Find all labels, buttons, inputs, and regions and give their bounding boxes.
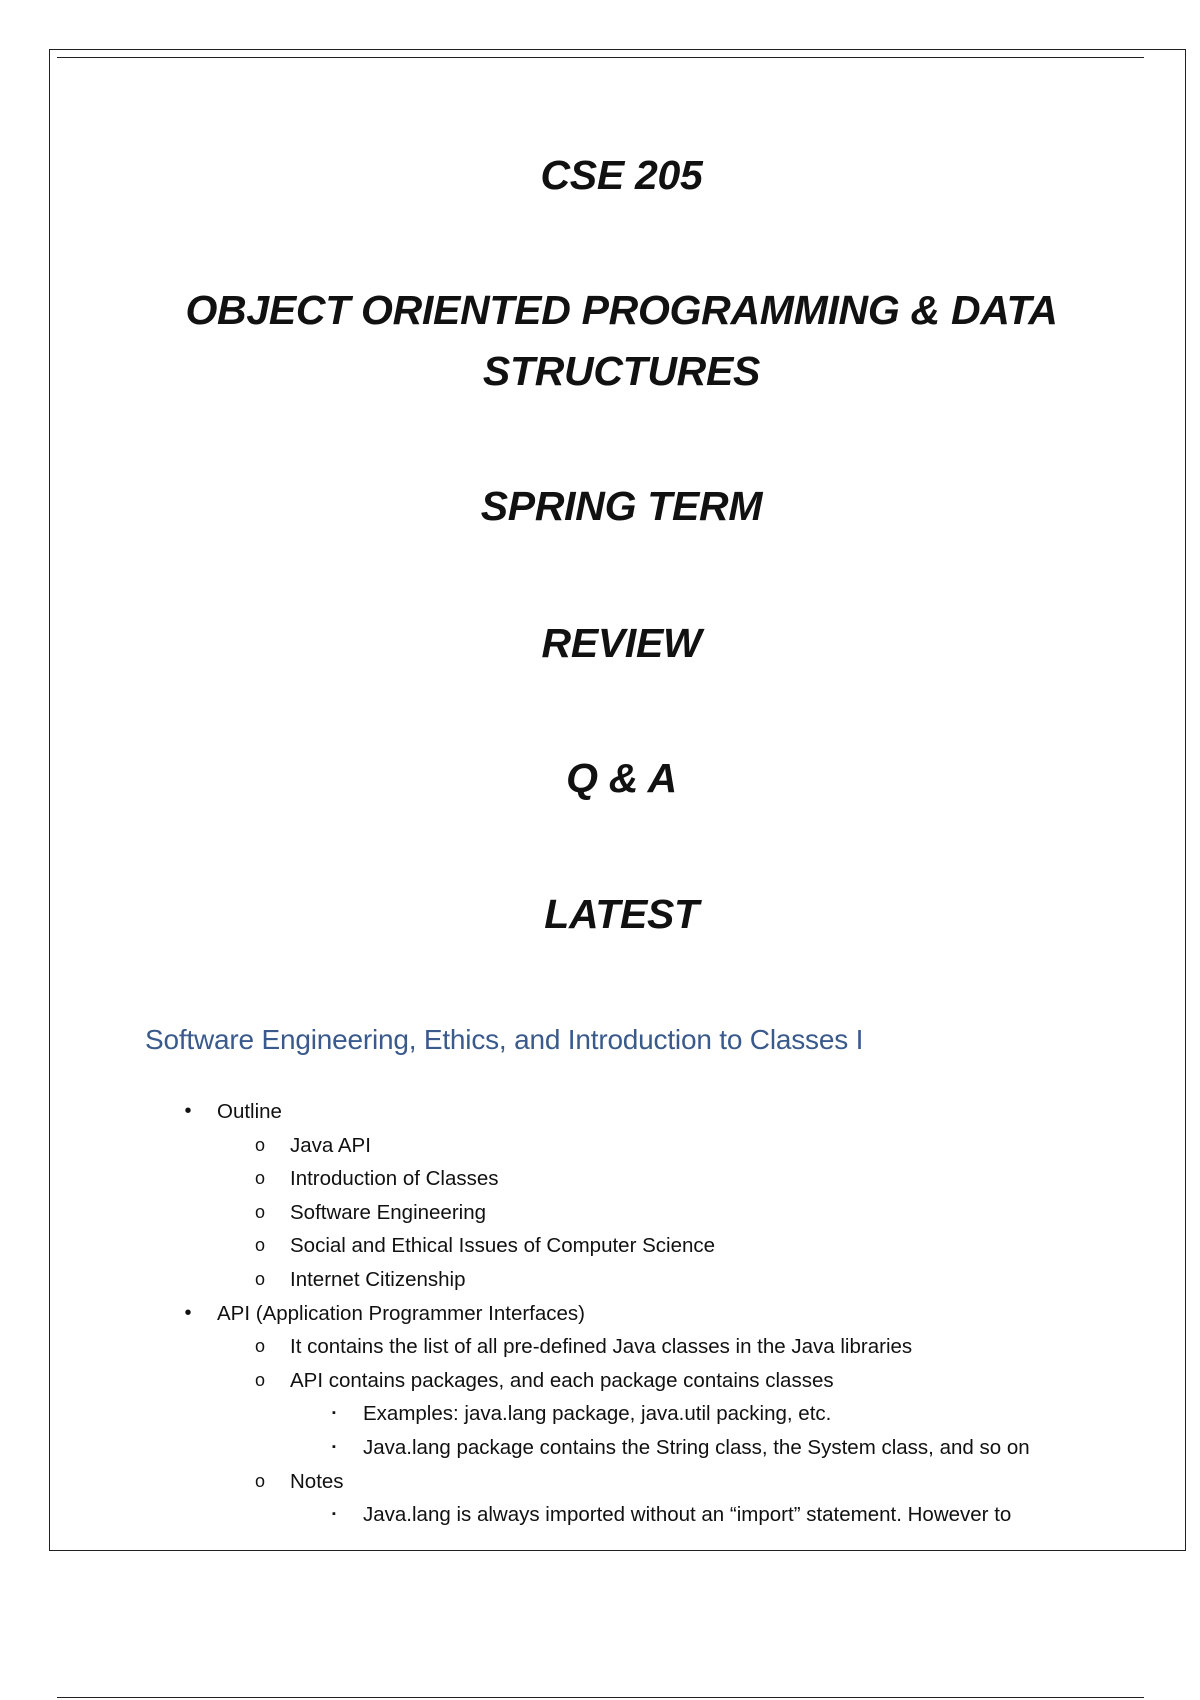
bullet-marker: ▪	[332, 1407, 336, 1420]
outline-item-level-1	[0, 1095, 1200, 1129]
outline-item-text: Notes	[290, 1469, 344, 1493]
course-code: CSE 205	[540, 152, 703, 198]
course-title-line-2: STRUCTURES	[482, 348, 761, 394]
qa-label: Q & A	[566, 755, 677, 801]
review-label: REVIEW	[541, 620, 702, 666]
bullet-marker: o	[254, 1470, 265, 1491]
outline-item-text: Examples: java.lang package, java.util packing, etc.	[363, 1402, 832, 1426]
outline-item-level-3	[0, 1431, 1200, 1465]
outline-list	[0, 1095, 1200, 1532]
bottom-rule	[57, 1697, 1144, 1698]
bullet-marker: •	[184, 1100, 192, 1122]
outline-item-level-2	[0, 1364, 1200, 1398]
outline-item-text: Social and Ethical Issues of Computer Science	[290, 1234, 716, 1258]
section-heading: Software Engineering, Ethics, and Introduction to Classes I	[145, 1024, 864, 1055]
bullet-marker: •	[184, 1301, 192, 1324]
outline-item-level-2	[0, 1263, 1200, 1297]
outline-item-text: It contains the list of all pre-defined Java classes in the Java libraries	[290, 1335, 913, 1359]
top-rule	[57, 57, 1144, 58]
bullet-marker: o	[254, 1268, 265, 1289]
outline-item-text: Java.lang package contains the String class, the System class, and so on	[363, 1435, 1030, 1459]
outline-item-level-2	[0, 1465, 1200, 1499]
bullet-marker: o	[254, 1369, 265, 1390]
latest-label: LATEST	[544, 891, 699, 937]
outline-item-level-2	[0, 1330, 1200, 1364]
outline-item-text: Internet Citizenship	[290, 1267, 466, 1291]
outline-item-text: Java API	[290, 1133, 371, 1157]
outline-item-level-2	[0, 1129, 1200, 1163]
bullet-marker: o	[254, 1134, 265, 1155]
term-label: SPRING TERM	[480, 483, 763, 529]
outline-item-level-2	[0, 1229, 1200, 1263]
course-title-line-1: OBJECT ORIENTED PROGRAMMING & DATA	[185, 287, 1058, 333]
bullet-marker: o	[254, 1336, 265, 1357]
bullet-marker: o	[254, 1168, 265, 1189]
bullet-marker: ▪	[332, 1508, 336, 1521]
outline-item-level-2	[0, 1162, 1200, 1196]
outline-item-text: Outline	[217, 1100, 282, 1123]
outline-item-text: API contains packages, and each package contains classes	[290, 1368, 834, 1392]
outline-item-text: Java.lang is always imported without an “import” statement. However to	[363, 1503, 1012, 1527]
outline-item-text: Software Engineering	[290, 1200, 487, 1224]
bullet-marker: ▪	[332, 1440, 336, 1453]
bullet-marker: o	[254, 1235, 265, 1256]
outline-item-text: API (Application Programmer Interfaces)	[217, 1301, 585, 1325]
outline-item-level-2	[0, 1196, 1200, 1230]
bullet-marker: o	[254, 1201, 265, 1222]
outline-item-text: Introduction of Classes	[290, 1167, 499, 1191]
outline-item-level-1	[0, 1297, 1200, 1331]
outline-item-level-3	[0, 1397, 1200, 1431]
outline-item-level-3	[0, 1498, 1200, 1532]
